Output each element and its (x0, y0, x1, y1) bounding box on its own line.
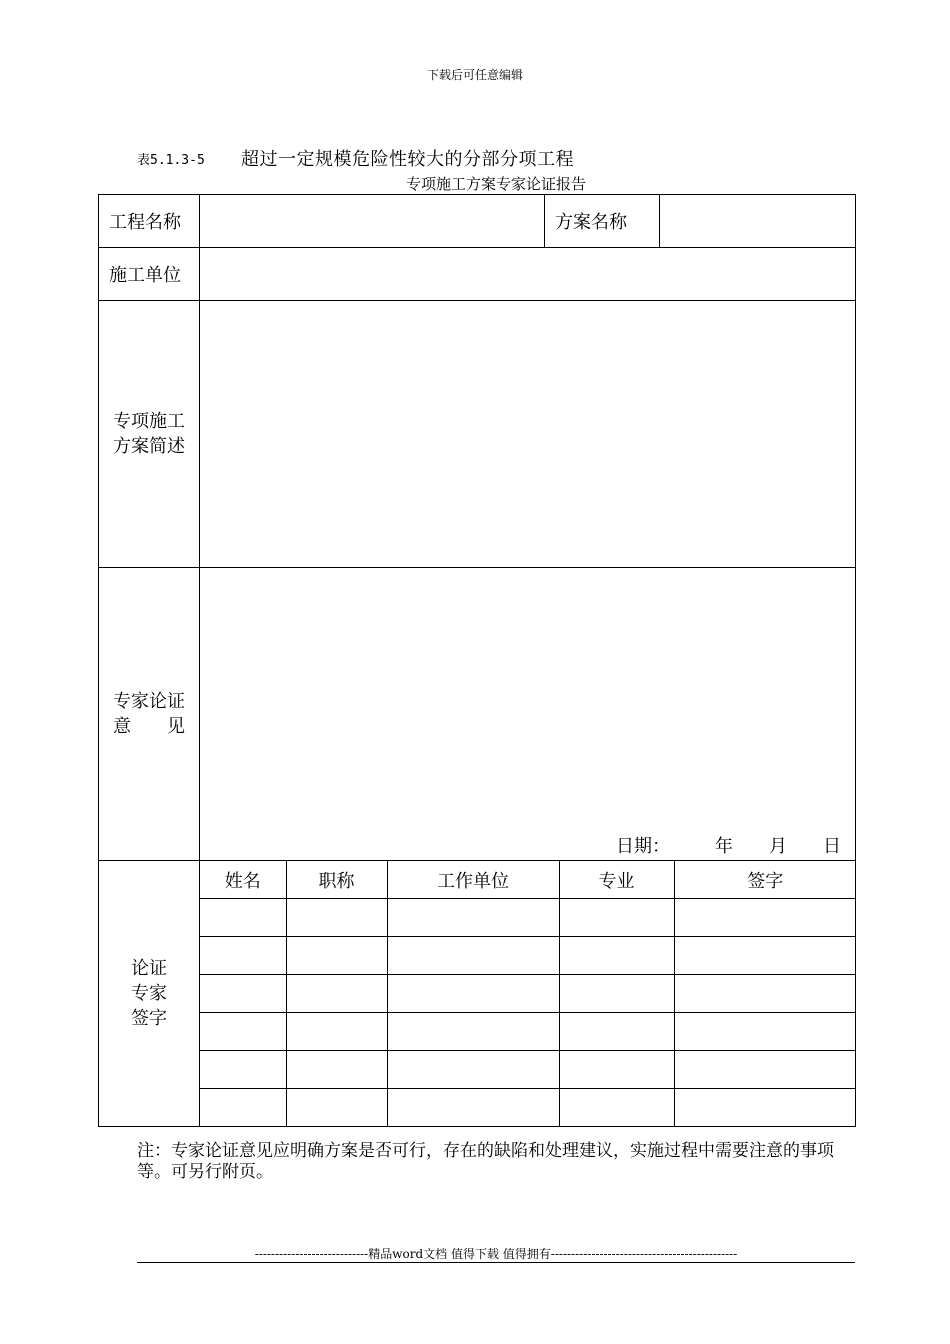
title-cell[interactable] (286, 1051, 387, 1089)
signature-row (200, 1051, 856, 1089)
expert-signature-label (99, 861, 200, 1127)
name-cell[interactable] (200, 1089, 286, 1127)
specialty-cell[interactable] (559, 899, 674, 937)
signature-row (200, 1013, 856, 1051)
title-cell[interactable] (286, 937, 387, 975)
expert-review-form (98, 194, 856, 1127)
expert-signature-label-line3: 签字 (131, 1008, 167, 1029)
name-cell[interactable] (200, 899, 286, 937)
signature-row (200, 937, 856, 975)
scheme-summary-label-line2: 方案简述 (113, 436, 185, 457)
specialty-cell[interactable] (559, 975, 674, 1013)
expert-signature-label-line2: 专家 (131, 983, 167, 1004)
project-name-field[interactable] (200, 195, 545, 248)
name-cell[interactable] (200, 1013, 286, 1051)
footer-divider (137, 1262, 855, 1263)
column-header-specialty: 专业 (559, 861, 674, 899)
opinion-date: 日期： 年 月 日 (616, 836, 841, 857)
signature-cell[interactable] (674, 899, 856, 937)
header-note: 下载后可任意编辑 (426, 68, 523, 82)
specialty-cell[interactable] (559, 1051, 674, 1089)
expert-opinion-label-line2: 意 见 (113, 716, 185, 737)
scheme-summary-label (99, 301, 200, 568)
signature-row (200, 1089, 856, 1127)
footnote: 注：专家论证意见应明确方案是否可行，存在的缺陷和处理建议，实施过程中需要注意的事项等。可另行附页。 (137, 1141, 834, 1182)
work-unit-cell[interactable] (387, 975, 559, 1013)
footer-text: ----------------------------精品word文档 值得下载 值得拥有---------------------------------------------- (254, 1247, 738, 1261)
table-number: 表5.1.3-5 (137, 153, 205, 168)
signature-cell[interactable] (674, 937, 856, 975)
signature-header-row (200, 861, 856, 899)
specialty-cell[interactable] (559, 1013, 674, 1051)
sub-title: 专项施工方案专家论证报告 (405, 175, 586, 193)
work-unit-cell[interactable] (387, 937, 559, 975)
signature-cell[interactable] (674, 1013, 856, 1051)
work-unit-cell[interactable] (387, 899, 559, 937)
construction-unit-label: 施工单位 (99, 248, 200, 301)
scheme-name-field[interactable] (660, 195, 856, 248)
title-cell[interactable] (286, 1089, 387, 1127)
work-unit-cell[interactable] (387, 1051, 559, 1089)
scheme-summary-field[interactable] (200, 301, 856, 568)
signature-cell[interactable] (674, 1051, 856, 1089)
construction-unit-field[interactable] (200, 248, 856, 301)
project-name-label: 工程名称 (99, 195, 200, 248)
main-title: 超过一定规模危险性较大的分部分项工程 (241, 149, 574, 170)
expert-opinion-label-line1: 专家论证 (113, 691, 185, 712)
scheme-name-label: 方案名称 (545, 195, 660, 248)
column-header-name: 姓名 (200, 861, 286, 899)
column-header-work-unit: 工作单位 (387, 861, 559, 899)
name-cell[interactable] (200, 975, 286, 1013)
signature-table (200, 861, 856, 1126)
scheme-summary-label-line1: 专项施工 (113, 411, 185, 432)
signature-cell[interactable] (674, 1089, 856, 1127)
specialty-cell[interactable] (559, 937, 674, 975)
signature-row (200, 899, 856, 937)
expert-opinion-field[interactable] (200, 568, 856, 861)
title-cell[interactable] (286, 975, 387, 1013)
signature-cell[interactable] (674, 975, 856, 1013)
title-cell[interactable] (286, 1013, 387, 1051)
column-header-signature: 签字 (674, 861, 856, 899)
name-cell[interactable] (200, 937, 286, 975)
signature-grid-cell (200, 861, 856, 1127)
signature-row (200, 975, 856, 1013)
specialty-cell[interactable] (559, 1089, 674, 1127)
column-header-title: 职称 (286, 861, 387, 899)
work-unit-cell[interactable] (387, 1013, 559, 1051)
title-cell[interactable] (286, 899, 387, 937)
expert-opinion-label (99, 568, 200, 861)
name-cell[interactable] (200, 1051, 286, 1089)
work-unit-cell[interactable] (387, 1089, 559, 1127)
expert-signature-label-line1: 论证 (131, 958, 167, 979)
